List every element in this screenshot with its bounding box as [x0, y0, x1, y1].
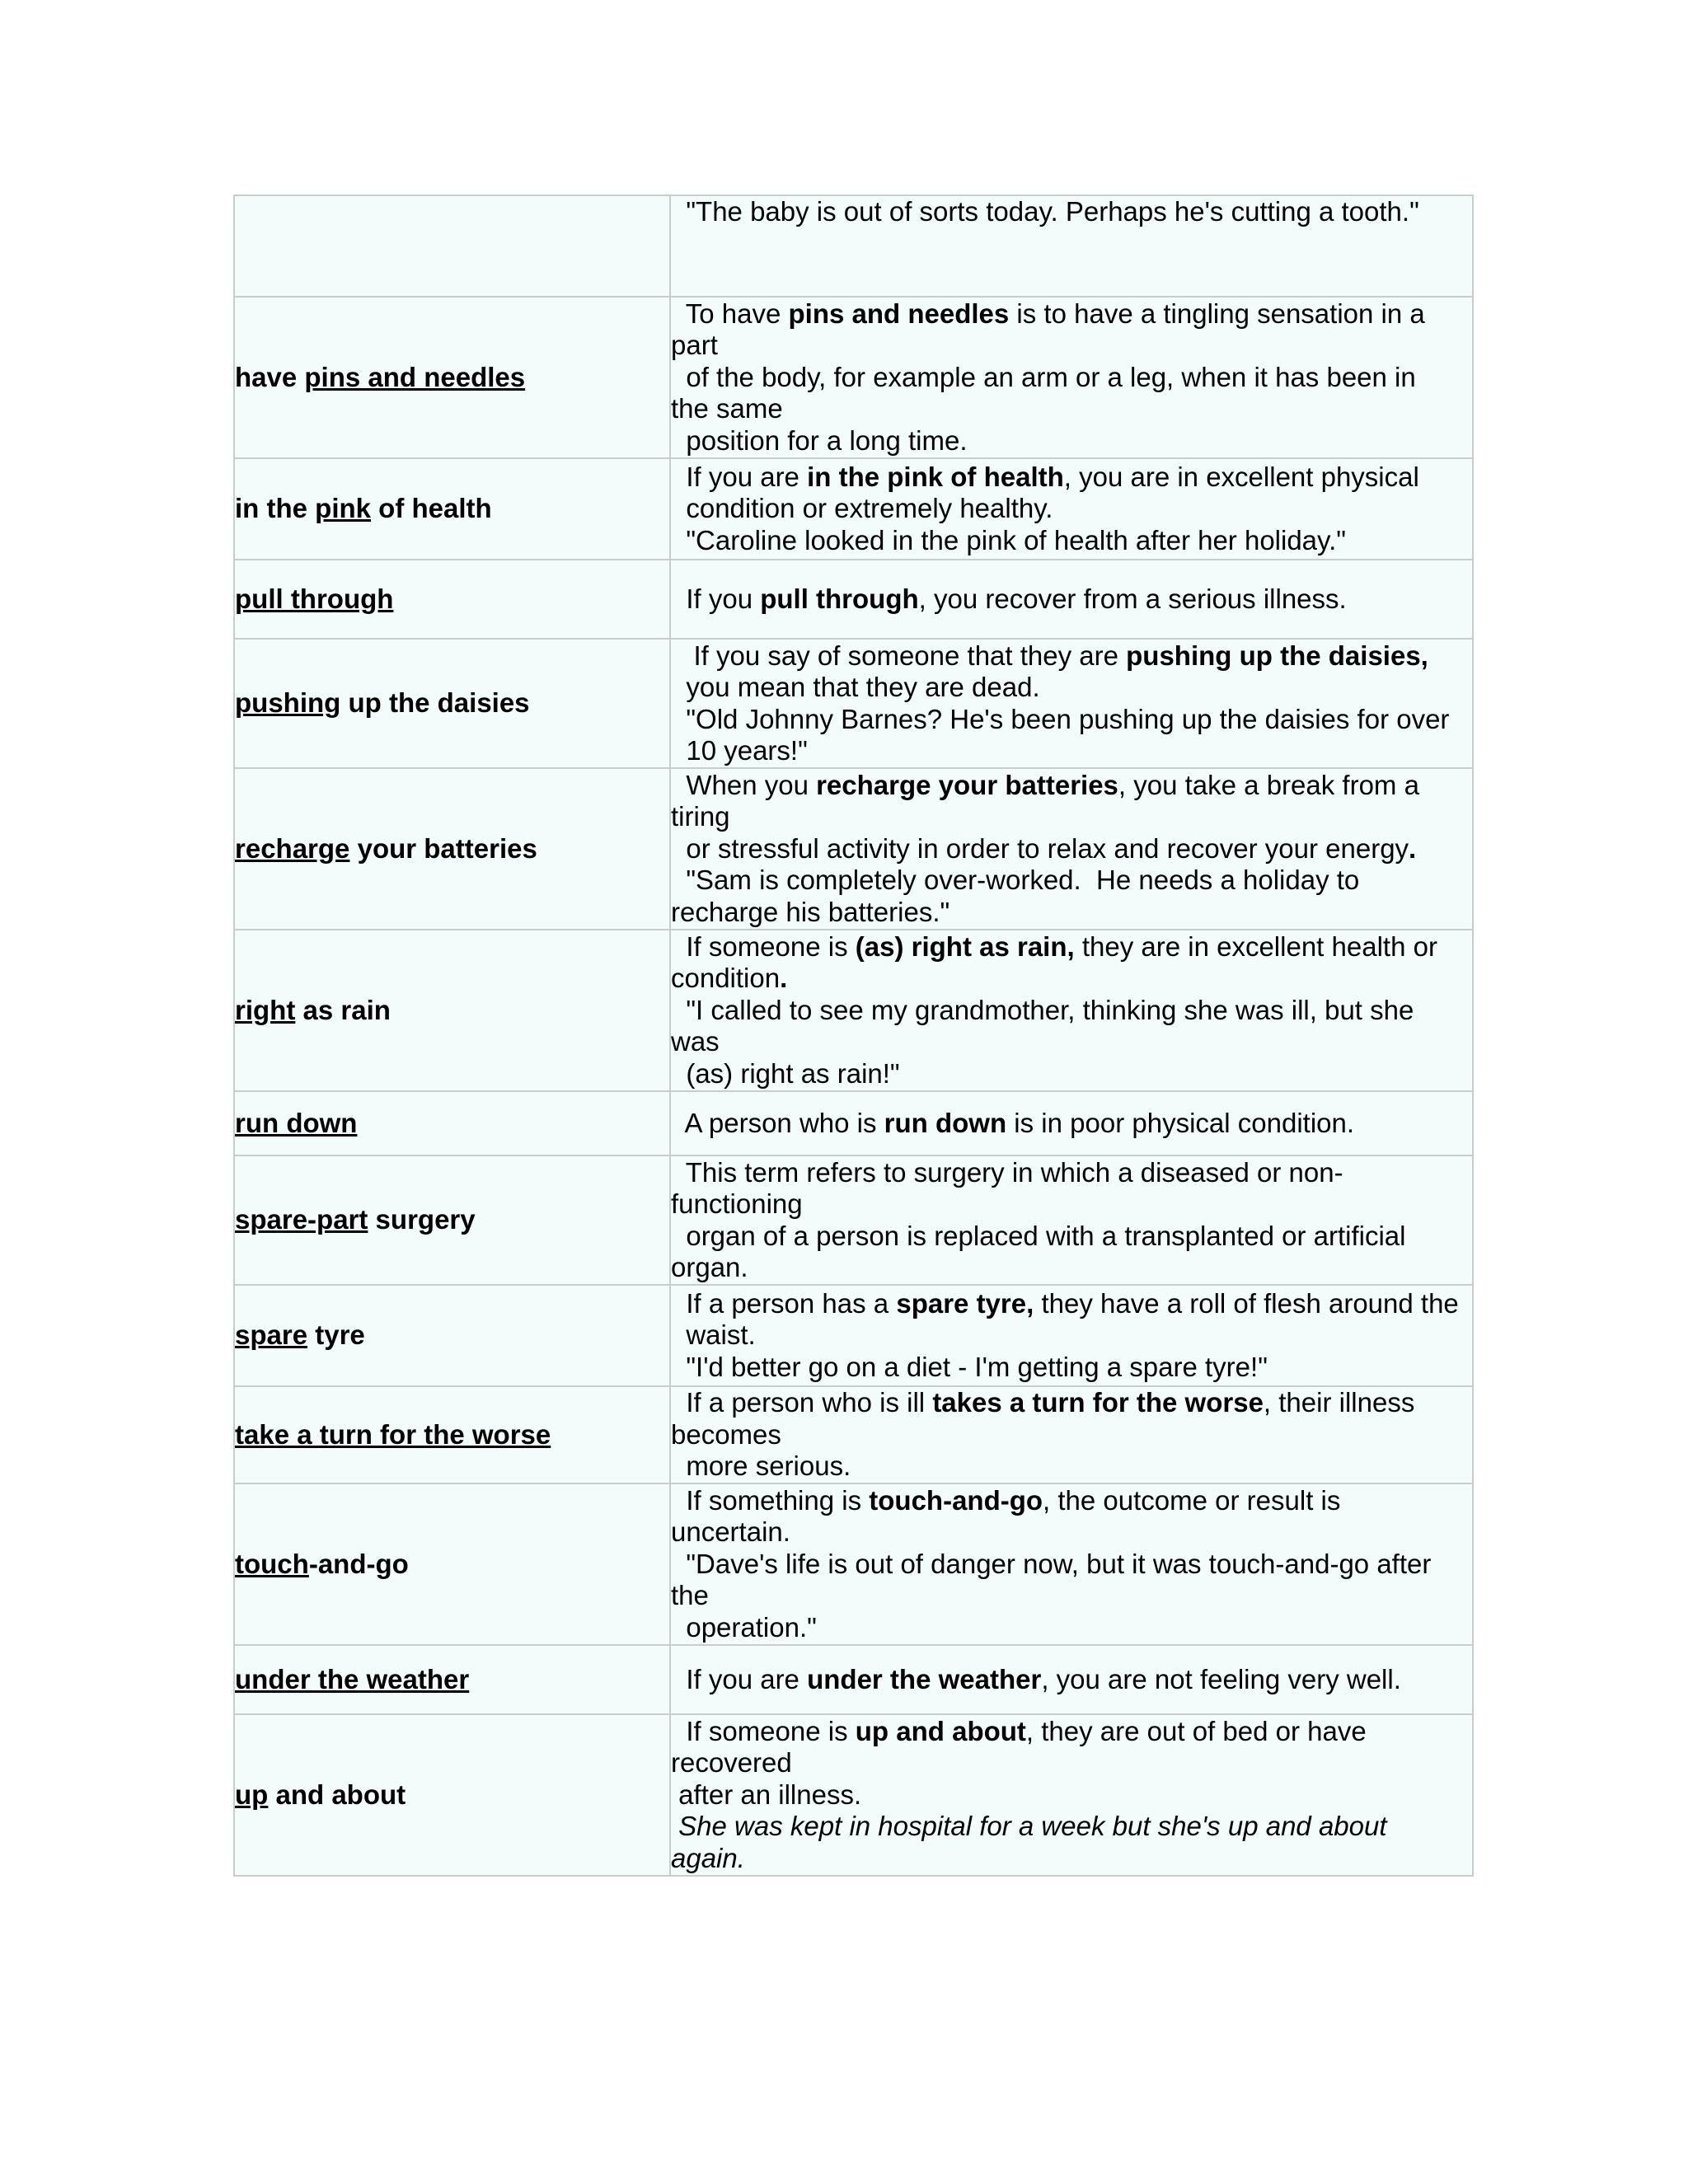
term-right-as-rain: [235, 995, 391, 1025]
definition-text: If a person has a: [671, 1287, 897, 1319]
definition-text: you mean that they are dead.: [671, 672, 1040, 702]
table-row: [234, 768, 1473, 930]
term-cell: [234, 195, 670, 297]
definition-text: "The baby is out of sorts today. Perhaps he's cutting a tooth.": [671, 196, 1419, 227]
definition-text: is in poor physical condition.: [1006, 1107, 1355, 1138]
term-cell: [234, 560, 670, 639]
definition-text: position for a long time.: [671, 424, 968, 456]
term-keyword: touch: [235, 1548, 309, 1579]
definition-cell: [670, 195, 1473, 297]
definition-line: [671, 425, 1472, 457]
definition-text: , you are in excellent physical: [1063, 461, 1419, 492]
definition-cell: [670, 1386, 1473, 1483]
term-cell: [234, 1645, 670, 1714]
table-row: [234, 297, 1473, 458]
table-row: [234, 1386, 1473, 1483]
definition-bold-text: spare tyre,: [896, 1287, 1034, 1319]
term-under-the-weather: [235, 1664, 469, 1694]
definition-line: [671, 1516, 1472, 1549]
definition-text: A person who is: [671, 1107, 884, 1138]
definition-line: [671, 865, 1472, 897]
definition-text: organ.: [671, 1252, 748, 1282]
definition-text: If something is: [671, 1484, 870, 1516]
definition-text: after an illness.: [671, 1779, 862, 1810]
definition-line: [671, 640, 1472, 673]
table-row: [234, 1714, 1473, 1876]
definition-cell: [670, 458, 1473, 560]
term-cell: [234, 458, 670, 560]
definition-bold-text: recharge your batteries: [816, 769, 1118, 800]
definition-bold-text: pins and needles: [788, 298, 1010, 329]
definition-line: [671, 362, 1472, 394]
idiom-table: [233, 194, 1474, 1877]
definition-text: (as) right as rain!": [671, 1057, 900, 1089]
definition-text: was: [671, 1026, 720, 1057]
definition-line: [671, 995, 1472, 1027]
term-cell: [234, 297, 670, 458]
term-suffix: of health: [371, 493, 492, 524]
definition-line: [671, 1221, 1472, 1253]
term-cell: [234, 639, 670, 768]
term-pull-through: [235, 583, 393, 614]
term-keyword: recharge: [235, 832, 350, 864]
definition-line: [671, 1252, 1472, 1284]
definition-line: [671, 801, 1472, 833]
definition-bold-text: pull through: [760, 583, 919, 614]
definition-line: [671, 1387, 1472, 1419]
term-cell: [234, 1155, 670, 1285]
definition-line: [671, 735, 1472, 767]
definition-line: [671, 298, 1472, 330]
definition-cell: [670, 930, 1473, 1091]
definition-line: [671, 583, 1472, 616]
term-prefix: have: [235, 361, 305, 392]
definition-text: they are in excellent health or: [1074, 930, 1437, 962]
term-suffix: up the daisies: [340, 687, 530, 719]
term-pink-of-health: [235, 493, 492, 523]
definition-text: condition: [671, 963, 781, 994]
term-keyword: run down: [235, 1107, 358, 1138]
definition-text: they have a roll of flesh around the: [1034, 1287, 1459, 1319]
definition-line: [671, 1811, 1472, 1843]
term-cell: [234, 1483, 670, 1645]
term-suffix: and about: [268, 1779, 406, 1810]
table-row: [234, 1091, 1473, 1155]
definition-text: If you are: [671, 1663, 808, 1694]
definition-text: This term refers to surgery in which a diseased or non-: [671, 1156, 1343, 1188]
definition-cell: [670, 1285, 1473, 1386]
definition-line: [671, 330, 1472, 362]
definition-line: [671, 1319, 1472, 1352]
table-body: [234, 195, 1473, 1876]
definition-line: [671, 493, 1472, 525]
definition-line: [671, 1108, 1472, 1140]
definition-line: [671, 1843, 1472, 1875]
definition-text: condition or extremely healthy.: [671, 493, 1053, 524]
definition-text: or stressful activity in order to relax and recover your energy: [671, 832, 1409, 864]
term-cell: [234, 930, 670, 1091]
definition-cell: [670, 639, 1473, 768]
definition-bold-text: takes a turn for the worse: [932, 1387, 1264, 1418]
definition-text: , the outcome or result is: [1043, 1484, 1341, 1516]
definition-text: organ of a person is replaced with a transplanted or artificial: [671, 1220, 1406, 1251]
definition-text: 10 years!": [671, 735, 808, 766]
term-keyword: right: [235, 994, 296, 1025]
definition-line: [671, 393, 1472, 425]
definition-line: [671, 1716, 1472, 1748]
term-suffix: -and-go: [308, 1548, 409, 1579]
term-cell: [234, 1386, 670, 1483]
definition-cell: [670, 1645, 1473, 1714]
definition-line: [671, 897, 1472, 929]
term-keyword: take a turn for the worse: [235, 1418, 551, 1450]
definition-text: recovered: [671, 1747, 792, 1779]
definition-text: is to have a tingling sensation in a: [1009, 298, 1425, 329]
definition-italic-text: She was kept in hospital for a week but she's up and about: [671, 1811, 1387, 1842]
definition-text: If someone is: [671, 930, 856, 962]
definition-text: "Dave's life is out of danger now, but it was touch-and-go after: [671, 1548, 1432, 1579]
term-suffix: surgery: [368, 1204, 476, 1235]
definition-bold-text: under the weather: [807, 1663, 1042, 1694]
definition-text: , you take a break from a: [1118, 769, 1419, 800]
definition-bold-text: (as) right as rain,: [855, 930, 1075, 962]
definition-line: [671, 196, 1472, 228]
definition-line: [671, 931, 1472, 963]
definition-text: If someone is: [671, 1715, 856, 1746]
definition-text: If you are: [671, 461, 808, 492]
table-row: [234, 639, 1473, 768]
term-take-a-turn-for-the-worse: [235, 1419, 551, 1450]
table-row: [234, 458, 1473, 560]
definition-text: operation.": [671, 1611, 817, 1643]
term-keyword: pushing: [235, 687, 341, 719]
definition-italic-text: again.: [671, 1842, 745, 1873]
definition-text: becomes: [671, 1418, 781, 1450]
definition-bold-text: .: [1409, 832, 1417, 864]
definition-line: [671, 1419, 1472, 1451]
definition-text: part: [671, 330, 718, 361]
term-touch-and-go: [235, 1549, 409, 1579]
definition-bold-text: up and about: [855, 1715, 1026, 1746]
term-cell: [234, 1285, 670, 1386]
definition-text: , you are not feeling very well.: [1041, 1663, 1401, 1694]
definition-text: If a person who is ill: [671, 1387, 933, 1418]
definition-line: [671, 1288, 1472, 1320]
definition-cell: [670, 297, 1473, 458]
definition-text: more serious.: [671, 1451, 851, 1482]
term-suffix: as rain: [295, 994, 391, 1025]
term-up-and-about: [235, 1779, 406, 1810]
definition-line: [671, 1157, 1472, 1189]
definition-line: [671, 462, 1472, 494]
definition-line: [671, 770, 1472, 802]
term-keyword: pull through: [235, 583, 394, 614]
term-run-down: [235, 1108, 357, 1138]
definition-line: [671, 1580, 1472, 1612]
definition-cell: [670, 1155, 1473, 1285]
definition-text: If you: [671, 583, 761, 614]
term-pins-and-needles: [235, 362, 525, 392]
definition-line: [671, 1451, 1472, 1483]
definition-line: [671, 525, 1472, 557]
definition-bold-text: .: [780, 963, 788, 994]
definition-text: When you: [671, 769, 817, 800]
definition-line: [671, 1664, 1472, 1696]
definition-bold-text: touch-and-go: [869, 1484, 1043, 1516]
term-suffix: your batteries: [349, 832, 537, 864]
definition-cell: [670, 560, 1473, 639]
term-recharge-your-batteries: [235, 833, 537, 864]
table-row: [234, 1645, 1473, 1714]
term-keyword: up: [235, 1779, 269, 1810]
definition-text: uncertain.: [671, 1516, 790, 1548]
definition-cell: [670, 1483, 1473, 1645]
term-keyword: pins and needles: [304, 361, 526, 392]
definition-line: [671, 1612, 1472, 1644]
definition-text: To have: [671, 298, 789, 329]
term-cell: [234, 768, 670, 930]
definition-text: the same: [671, 393, 783, 424]
term-spare-tyre: [235, 1319, 365, 1350]
definition-line: [671, 672, 1472, 704]
table-row: [234, 1155, 1473, 1285]
definition-line: [671, 704, 1472, 736]
definition-text: the: [671, 1580, 709, 1611]
term-keyword: spare-part: [235, 1204, 368, 1235]
definition-text: tiring: [671, 801, 730, 832]
definition-cell: [670, 1714, 1473, 1876]
term-spare-part-surgery: [235, 1204, 476, 1235]
definition-text: "I'd better go on a diet - I'm getting a spare tyre!": [671, 1351, 1268, 1382]
term-keyword: pink: [315, 493, 372, 524]
definition-text: recharge his batteries.": [671, 896, 950, 927]
table-row: [234, 560, 1473, 639]
definition-line: [671, 1026, 1472, 1058]
definition-text: of the body, for example an arm or a leg, when it has been in: [671, 361, 1416, 392]
definition-text: , you recover from a serious illness.: [918, 583, 1347, 614]
definition-text: "I called to see my grandmother, thinking she was ill, but she: [671, 994, 1414, 1025]
definition-text: "Sam is completely over-worked. He needs a holiday to: [671, 865, 1360, 896]
definition-bold-text: run down: [884, 1107, 1007, 1138]
table-row: [234, 930, 1473, 1091]
definition-line: [671, 833, 1472, 865]
definition-line: [671, 1549, 1472, 1581]
definition-cell: [670, 768, 1473, 930]
definition-text: waist.: [671, 1319, 756, 1351]
definition-line: [671, 1485, 1472, 1517]
term-keyword: spare: [235, 1319, 308, 1351]
definition-line: [671, 963, 1472, 995]
term-keyword: under the weather: [235, 1663, 470, 1694]
term-cell: [234, 1714, 670, 1876]
table-row: [234, 195, 1473, 297]
definition-text: functioning: [671, 1188, 803, 1219]
definition-text: If you say of someone that they are: [671, 640, 1127, 671]
table-row: [234, 1285, 1473, 1386]
term-suffix: tyre: [307, 1319, 365, 1351]
definition-line: [671, 1779, 1472, 1811]
term-cell: [234, 1091, 670, 1155]
term-pushing-up-the-daisies: [235, 687, 530, 718]
definition-text: , their illness: [1263, 1387, 1415, 1418]
definition-text: "Caroline looked in the pink of health after her holiday.": [671, 524, 1346, 555]
definition-bold-text: pushing up the daisies,: [1126, 640, 1428, 671]
definition-text: , they are out of bed or have: [1025, 1715, 1367, 1746]
definition-line: [671, 1352, 1472, 1384]
definition-text: "Old Johnny Barnes? He's been pushing up the daisies for over: [671, 703, 1450, 734]
definition-line: [671, 1058, 1472, 1090]
term-prefix: in the: [235, 493, 316, 524]
definition-bold-text: in the pink of health: [807, 461, 1064, 492]
definition-line: [671, 1188, 1472, 1221]
table-row: [234, 1483, 1473, 1645]
definition-line: [671, 1747, 1472, 1779]
definition-cell: [670, 1091, 1473, 1155]
